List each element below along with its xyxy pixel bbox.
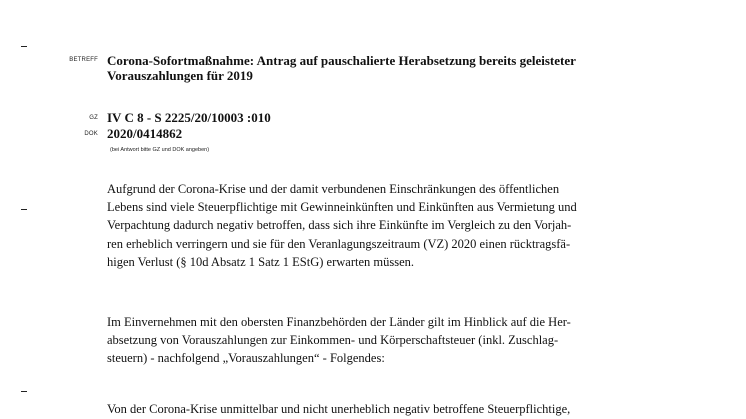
fold-mark-middle [21,209,27,210]
subject-heading [107,53,707,83]
paragraph-1-line: higen Verlust (§ 10d Absatz 1 Satz 1 EStG) erwarten müssen. [107,254,415,269]
subject-line-1: Corona-Sofortmaßnahme: Antrag auf pauschalierte Herabsetzung bereits geleisteter [107,53,576,68]
paragraph-3 [107,400,692,418]
paragraph-2 [107,313,692,368]
paragraph-1-line: Aufgrund der Corona-Krise und der damit verbundenen Einschränkungen des öffentlichen [107,182,560,196]
paragraph-1-line: Verpachtung dadurch negativ betroffen, dass sich ihre Einkünfte im Vergleich zu den Vorjah- [107,218,572,233]
fold-mark-bottom [21,391,27,392]
betreff-label: BETREFF [69,57,98,63]
paragraph-2-line: steuern) - nachfolgend „Vorauszahlungen“ - Folgendes: [107,351,385,366]
dok-label: DOK [84,131,98,137]
paragraph-2-line: Im Einvernehmen mit den obersten Finanzbehörden der Länder gilt im Hinblick auf die Her- [107,315,571,329]
paragraph-2-line: absetzung von Vorauszahlungen zur Einkommen- und Körperschaftsteuer (inkl. Zuschlag- [107,333,559,348]
paragraph-3-line: Von der Corona-Krise unmittelbar und nicht unerheblich negativ betroffene Steuerpflichtige, [107,402,571,416]
reference-hint: (bei Antwort bitte GZ und DOK angeben) [110,147,210,153]
subject-line-2: Vorauszahlungen für 2019 [107,68,253,83]
paragraph-1-line: ren erheblich verringern und sie für den Veranlagungszeitraum (VZ) 2020 einen rücktragsfä- [107,236,571,251]
gz-label: GZ [89,115,98,121]
dok-value: 2020/0414862 [107,126,183,141]
gz-value: IV C 8 - S 2225/20/10003 :010 [107,110,271,125]
paragraph-1-line: Lebens sind viele Steuerpflichtige mit Gewinneinkünften und Einkünften aus Vermietung und [107,200,577,215]
fold-mark-top [21,46,27,47]
paragraph-1 [107,180,692,271]
